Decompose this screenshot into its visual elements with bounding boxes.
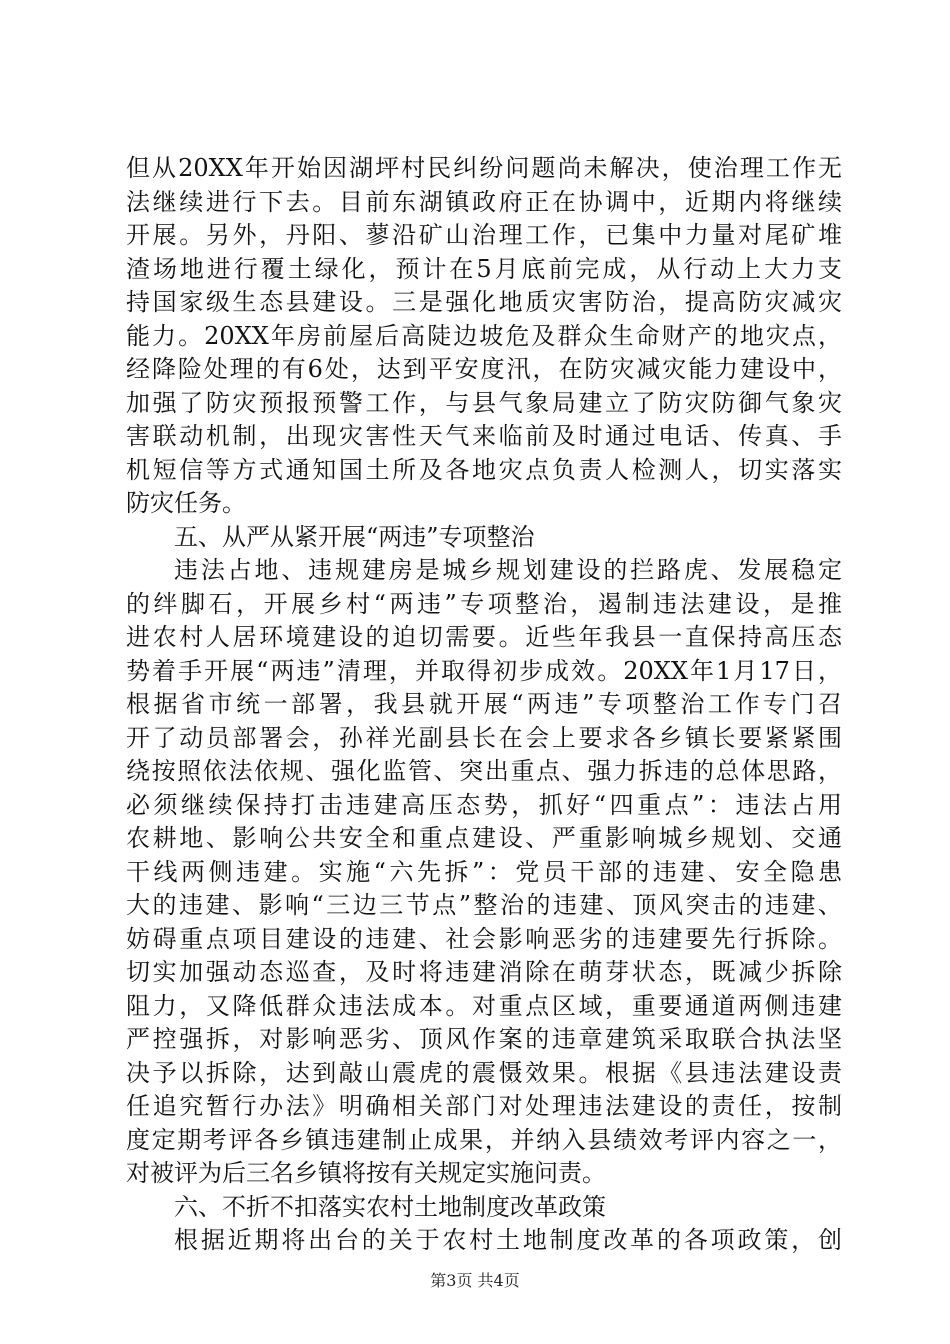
page-footer: 第3页 共4页 [430,1271,520,1290]
text-line: 开展。另外，丹阳、蓼沿矿山治理工作，已集中力量对尾矿堆 [126,221,842,249]
text-line: 严控强拆，对影响恶劣、顶风作案的违章建筑采取联合执法坚 [126,1025,842,1053]
text-line: 干线两侧违建。实施“六先拆”：党员干部的违建、安全隐患 [126,857,842,886]
text-line: 法继续进行下去。目前东湖镇政府正在协调中，近期内将继续 [126,187,842,216]
text-line: 决予以拆除，达到敲山震虎的震慑效果。根据《县违法建设责 [126,1058,842,1087]
text-line: 必须继续保持打击违建高压态势，抓好“四重点”：违法占用 [126,790,842,819]
text-line: 加强了防灾预报预警工作，与县气象局建立了防灾防御气象灾 [126,388,842,417]
text-line: 但从20XX年开始因湖坪村民纠纷问题尚未解决，使治理工作无 [126,154,842,182]
text-line: 妨碍重点项目建设的违建、社会影响恶劣的违建要先行拆除。 [126,924,842,953]
text-line: 度定期考评各乡镇违建制止成果，并纳入县绩效考评内容之一， [126,1125,842,1154]
text-line: 机短信等方式通知国土所及各地灾点负责人检测人，切实落实 [126,455,842,484]
text-line: 违法占地、违规建房是城乡规划建设的拦路虎、发展稳定 [174,556,842,584]
text-line: 阻力，又降低群众违法成本。对重点区域，重要通道两侧违建 [126,991,842,1020]
text-line: 根据近期将出台的关于农村土地制度改革的各项政策，创 [174,1226,842,1254]
text-line: 根据省市统一部署，我县就开展“两违”专项整治工作专门召 [126,690,842,718]
text-line: 绕按照依法依规、强化监管、突出重点、强力拆违的总体思路， [126,757,842,785]
text-line: 六、不折不扣落实农村土地制度改革政策 [174,1192,606,1221]
text-line: 经降险处理的有6处，达到平安度汛，在防灾减灾能力建设中， [126,355,842,383]
text-line: 防灾任务。 [126,489,246,517]
text-line: 的绊脚石，开展乡村“两违”专项整治，遏制违法建设，是推 [126,589,842,618]
text-line: 切实加强动态巡查，及时将违建消除在萌芽状态，既减少拆除 [126,958,842,986]
text-line: 对被评为后三名乡镇将按有关规定实施问责。 [126,1159,606,1187]
text-line: 持国家级生态县建设。三是强化地质灾害防治，提高防灾减灾 [126,288,842,316]
text-line: 五、从严从紧开展“两违”专项整治 [174,522,535,551]
text-line: 害联动机制，出现灾害性天气来临前及时通过电话、传真、手 [126,422,842,450]
text-line: 势着手开展“两违”清理，并取得初步成效。20XX年1月17日， [126,656,842,685]
document-body [126,152,842,1258]
text-line: 大的违建、影响“三边三节点”整治的违建、顶风突击的违建、 [126,891,842,919]
text-line: 进农村人居环境建设的迫切需要。近些年我县一直保持高压态 [126,623,842,651]
text-line: 开了动员部署会，孙祥光副县长在会上要求各乡镇长要紧紧围 [126,723,842,752]
text-line: 农耕地、影响公共安全和重点建设、严重影响城乡规划、交通 [126,824,842,852]
text-line: 任追究暂行办法》明确相关部门对处理违法建设的责任，按制 [126,1092,842,1120]
text-line: 能力。20XX年房前屋后高陡边坡危及群众生命财产的地灾点， [126,321,842,350]
text-line: 渣场地进行覆土绿化，预计在5月底前完成，从行动上大力支 [126,254,842,283]
